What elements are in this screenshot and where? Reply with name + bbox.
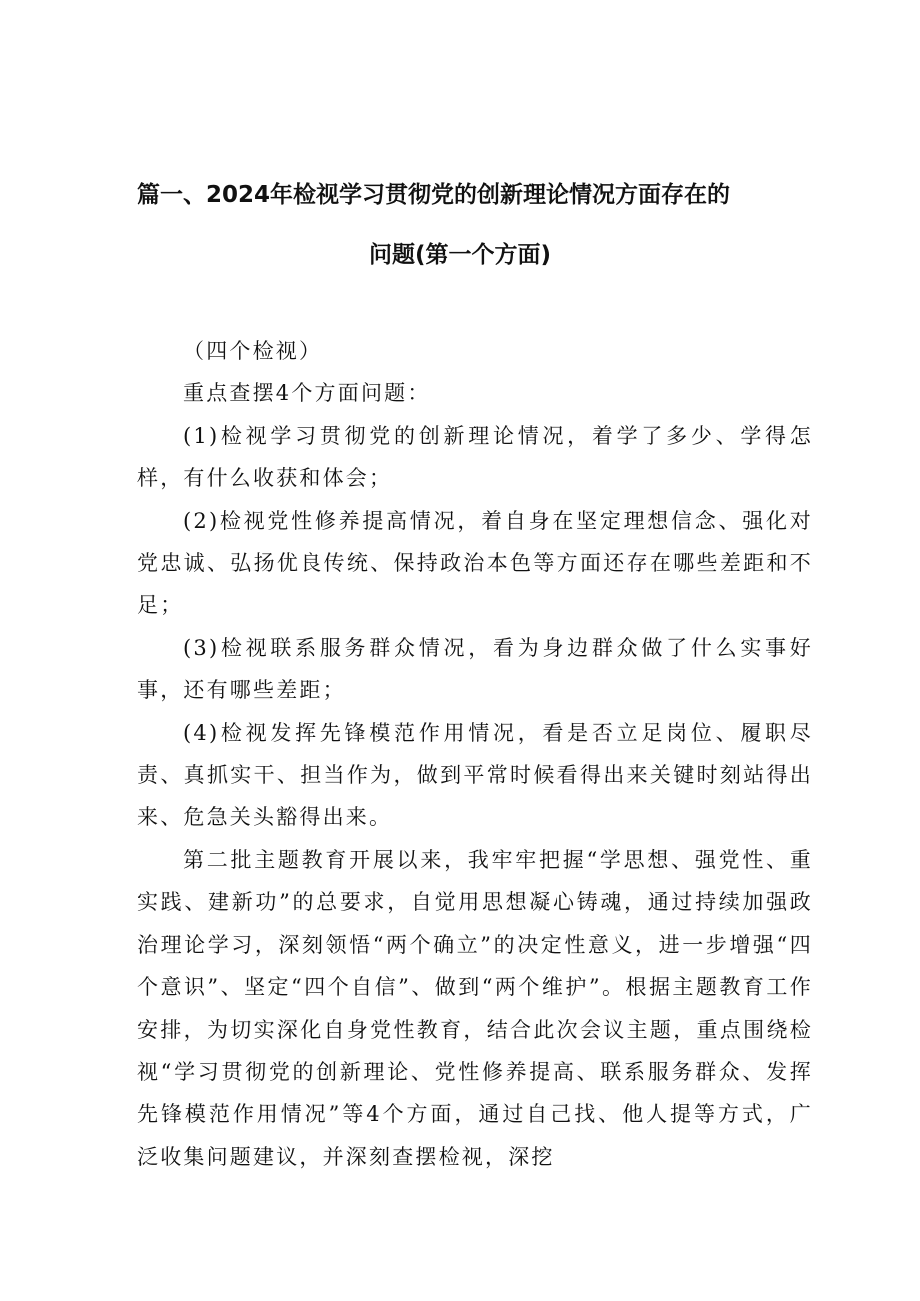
paragraph-item-4: (4)检视发挥先锋模范作用情况，看是否立足岗位、履职尽责、真抓实干、担当作为，做到平常时候看得出来关键时刻站得出来、危急关头豁得出来。 [137, 720, 813, 830]
paragraph-main-text: 第二批主题教育开展以来，我牢牢把握“学思想、强党性、重实践、建新功”的总要求，自觉用思想凝心铸魂，通过持续加强政治理论学习，深刻领悟“两个确立”的决定性意义，进一步增强“四个意识”、坚定“四个自信”、做到“两个维护”。根据主题教育工作安排，为切实深化自身党性教育，结合此次会议主题，重点围绕检视“学习贯彻党的创新理论、党性修养提高、联系服务群众、发挥先锋模范作用情况”等4个方面，通过自己找、他人提等方式，广泛收集问题建议，并深刻查摆检视，深挖 [137, 847, 813, 1169]
paragraph-key-issues: 重点查摆4个方面问题： [183, 381, 431, 406]
document-body [137, 330, 813, 1178]
document-title-line-2: 问题(第一个方面) [368, 242, 552, 268]
document-title-line-1: 篇一、2024年检视学习贯彻党的创新理论情况方面存在的 [137, 182, 731, 208]
paragraph-four-checks: （四个检视） [183, 339, 323, 363]
paragraph-item-2: (2)检视党性修养提高情况，着自身在坚定理想信念、强化对党忠诚、弘扬优良传统、保持政治本色等方面还存在哪些差距和不足； [137, 508, 813, 618]
paragraph-item-1: (1)检视学习贯彻党的创新理论情况，着学了多少、学得怎样，有什么收获和体会； [137, 423, 813, 491]
paragraph-item-3: (3)检视联系服务群众情况，看为身边群众做了什么实事好事，还有哪些差距； [137, 635, 813, 703]
